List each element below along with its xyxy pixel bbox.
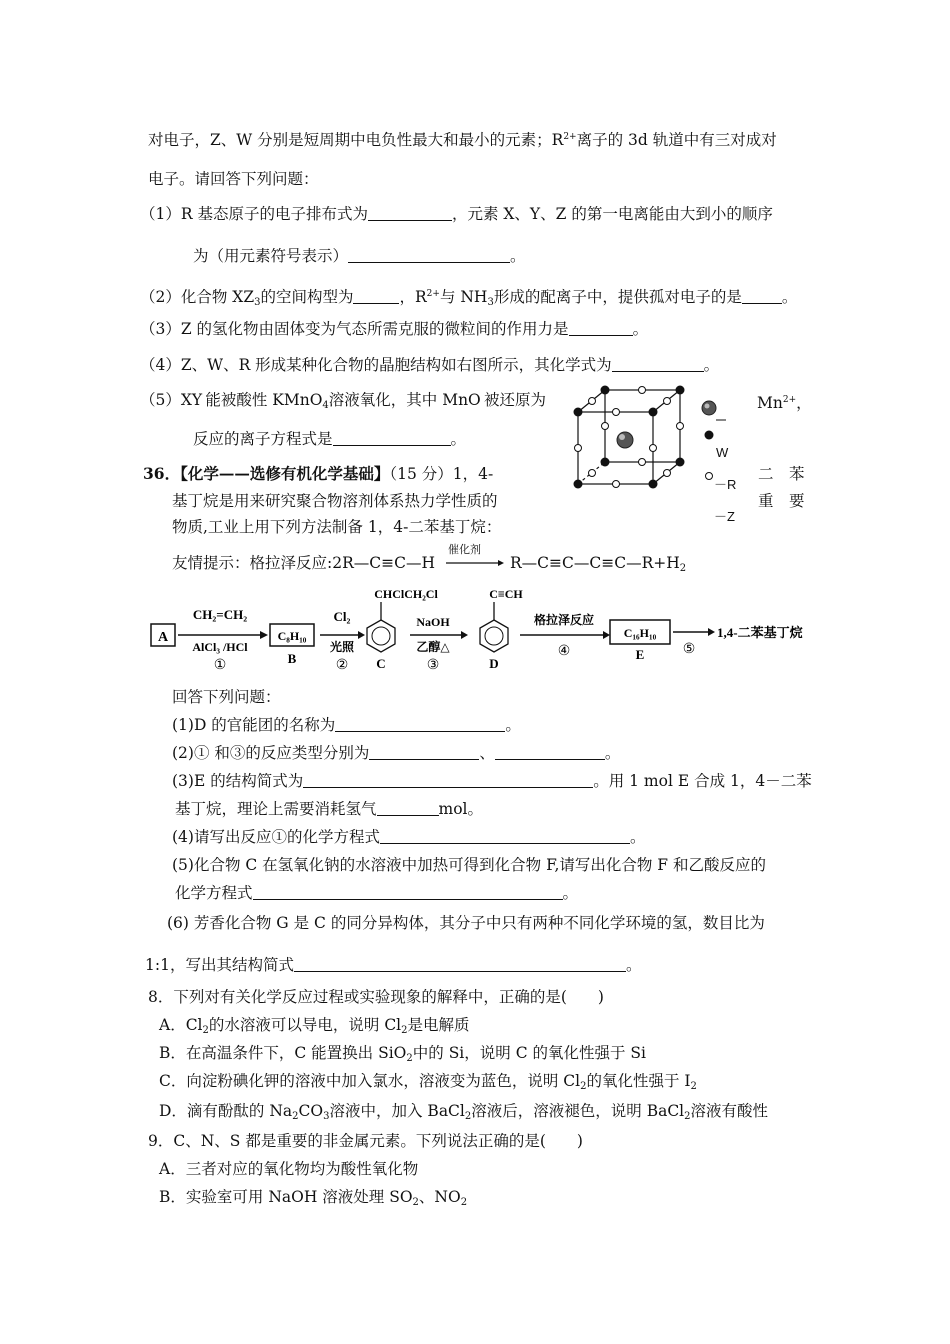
- compound-B-label: B: [287, 651, 297, 666]
- compound-E-label: E: [635, 647, 645, 662]
- q35-part1: （1）R 基态原子的电子排布式为 ，元素 X、Y、Z 的第一电离能由大到小的顺序: [140, 205, 773, 223]
- answer-blank[interactable]: [742, 287, 782, 304]
- q36-sub2: (2)① 和③的反应类型分别为 、 。: [172, 744, 621, 762]
- q36-sub5-cont: 化学方程式 。: [175, 884, 579, 902]
- answer-blank[interactable]: [369, 743, 479, 760]
- q35-part4: （4）Z、W、R 形成某种化合物的晶胞结构如右图所示，其化学式为 。: [140, 356, 720, 374]
- q36-sub4: (4)请写出反应①的化学方程式 。: [172, 828, 646, 846]
- compound-B-formula: C₈H₁₀: [277, 629, 307, 643]
- synthesis-scheme: [148, 584, 828, 680]
- compound-D-label: D: [489, 656, 499, 671]
- q36-sub1: (1)D 的官能团的名称为 。: [172, 716, 521, 734]
- legend-w-label: W: [716, 445, 729, 460]
- r5-number: ⑤: [682, 642, 696, 657]
- q9-option-a[interactable]: A．三者对应的氧化物均为酸性氧化物: [159, 1160, 419, 1178]
- r1-catalyst: AlCl₃ /HCl: [192, 640, 248, 654]
- q36-sub5: (5)化合物 C 在氢氧化钠的水溶液中加热可得到化合物 F,请写出化合物 F 和乙酸反应的: [172, 856, 766, 874]
- q35-part5-cont: 反应的离子方程式是 。: [193, 430, 467, 448]
- q36-intro-line2: 基丁烷是用来研究聚合物溶剂体系热力学性质的: [172, 492, 498, 510]
- q36-heading: 36．【化学——选修有机化学基础】（15 分）1，4-: [143, 464, 494, 483]
- r1-reagent: CH₂=CH₂: [192, 607, 248, 622]
- q36-sub3-cont: 基丁烷，理论上需要消耗氢气 mol。: [175, 800, 484, 818]
- q8-option-b[interactable]: B．在高温条件下，C 能置换出 SiO$_2$中的 Si，说明 C 的氧化性强于 Si: [159, 1044, 646, 1064]
- answer-blank[interactable]: [253, 883, 563, 900]
- benzene-ring-C: [367, 620, 395, 652]
- q35-part1-cont: 为（用元素符号表示） 。: [193, 247, 526, 265]
- q8-option-c[interactable]: C．向淀粉碘化钾的溶液中加入氯水，溶液变为蓝色，说明 $Cl_2$的氧化性强于 $I_2$: [159, 1072, 697, 1092]
- compound-C-substituent: CHClCH₂Cl: [374, 587, 438, 601]
- answer-blank[interactable]: [368, 204, 452, 221]
- q36-intro-line3: 物质,工业上用下列方法制备 1，4-二苯基丁烷：: [172, 518, 502, 536]
- r1-number: ①: [213, 658, 227, 673]
- legend-z-label: －Z: [714, 509, 735, 524]
- q8-stem: 8．下列对有关化学反应过程或实验现象的解释中，正确的是( ): [148, 988, 604, 1006]
- q36-intro-right2: 重 要: [758, 492, 805, 510]
- compound-D-substituent: C≡CH: [489, 587, 523, 601]
- compound-C-label: C: [376, 656, 386, 671]
- answer-blank[interactable]: [294, 955, 626, 972]
- r2-condition: 光照: [329, 640, 355, 654]
- answer-blank[interactable]: [348, 246, 510, 263]
- q36-sub3: (3)E 的结构简式为 。用 1 mol E 合成 1，4－二苯: [172, 772, 812, 790]
- r2-reagent: Cl₂: [333, 609, 351, 624]
- answer-blank[interactable]: [335, 715, 505, 732]
- hint-product: $R—C\equiv C—C\equiv C—R+H_2$: [510, 554, 687, 574]
- answer-blank[interactable]: [333, 429, 451, 446]
- q36-hint: 友情提示：格拉泽反应:2R—C≡C—H: [172, 554, 435, 572]
- q35-part3: （3）Z 的氢化物由固体变为气态所需克服的微粒间的作用力是 。: [140, 320, 649, 338]
- q36-ask: 回答下列问题：: [172, 688, 281, 706]
- q36-heading-right: 二 苯: [758, 465, 805, 483]
- answer-blank[interactable]: [380, 827, 630, 844]
- q8-option-a[interactable]: A．$Cl_2$的水溶液可以导电，说明 $Cl_2$是电解质: [159, 1016, 470, 1036]
- answer-blank[interactable]: [612, 355, 704, 372]
- answer-blank[interactable]: [353, 287, 399, 304]
- q35-intro-line1: 对电子，Z、W 分别是短周期中电负性最大和最小的元素；$R^{2+}$离子的 3d 轨道中有三对成对: [148, 131, 777, 149]
- q35-part5: （5）XY 能被酸性 KMnO$_4$溶液氧化，其中 MnO 被还原为: [140, 391, 546, 411]
- r2-number: ②: [335, 658, 349, 673]
- compound-E-formula: C₁₆H₁₀: [623, 626, 657, 640]
- q9-stem: 9．C、N、S 都是重要的非金属元素。下列说法正确的是( ): [148, 1132, 583, 1150]
- q9-option-b[interactable]: B．实验室可用 NaOH 溶液处理 $SO_2$、$NO_2$: [159, 1188, 468, 1208]
- hint-catalyst: 催化剂: [448, 543, 481, 556]
- center-atom: [617, 432, 633, 448]
- benzene-ring-D: [480, 620, 508, 652]
- q35-intro-line2: 电子。请回答下列问题：: [148, 170, 319, 188]
- r4-reaction: 格拉泽反应: [533, 613, 595, 627]
- r3-reagent: NaOH: [416, 615, 450, 629]
- q36-sub6: (6) 芳香化合物 G 是 C 的同分异构体，其分子中只有两种不同化学环境的氢，数目比为: [167, 914, 765, 932]
- compound-A: A: [157, 630, 169, 645]
- legend-r-label: －R: [714, 477, 737, 492]
- q35-part2: （2）化合物 $XZ_3$的空间构型为 ，$R^{2+}$与 $NH_3$形成的配离子中，提供孤对电子的是 。: [140, 288, 798, 308]
- hint-arrow: [444, 558, 504, 568]
- r4-number: ④: [557, 644, 571, 659]
- answer-blank[interactable]: [303, 771, 593, 788]
- q35-part5-ion: $Mn^{2+}$，: [757, 394, 812, 412]
- q36-sub6-cont: 1:1，写出其结构简式 。: [145, 956, 642, 974]
- final-product: 1,4-二苯基丁烷: [717, 625, 803, 640]
- r3-number: ③: [426, 658, 440, 673]
- q8-option-d[interactable]: D．滴有酚酞的 $Na_2CO_3$溶液中，加入 BaCl$_2$溶液后，溶液褪色，说明 BaCl$_2$溶液有酸性: [159, 1102, 769, 1122]
- answer-blank[interactable]: [569, 319, 633, 336]
- r3-condition: 乙醇△: [416, 640, 450, 654]
- answer-blank[interactable]: [377, 799, 439, 816]
- answer-blank[interactable]: [495, 743, 605, 760]
